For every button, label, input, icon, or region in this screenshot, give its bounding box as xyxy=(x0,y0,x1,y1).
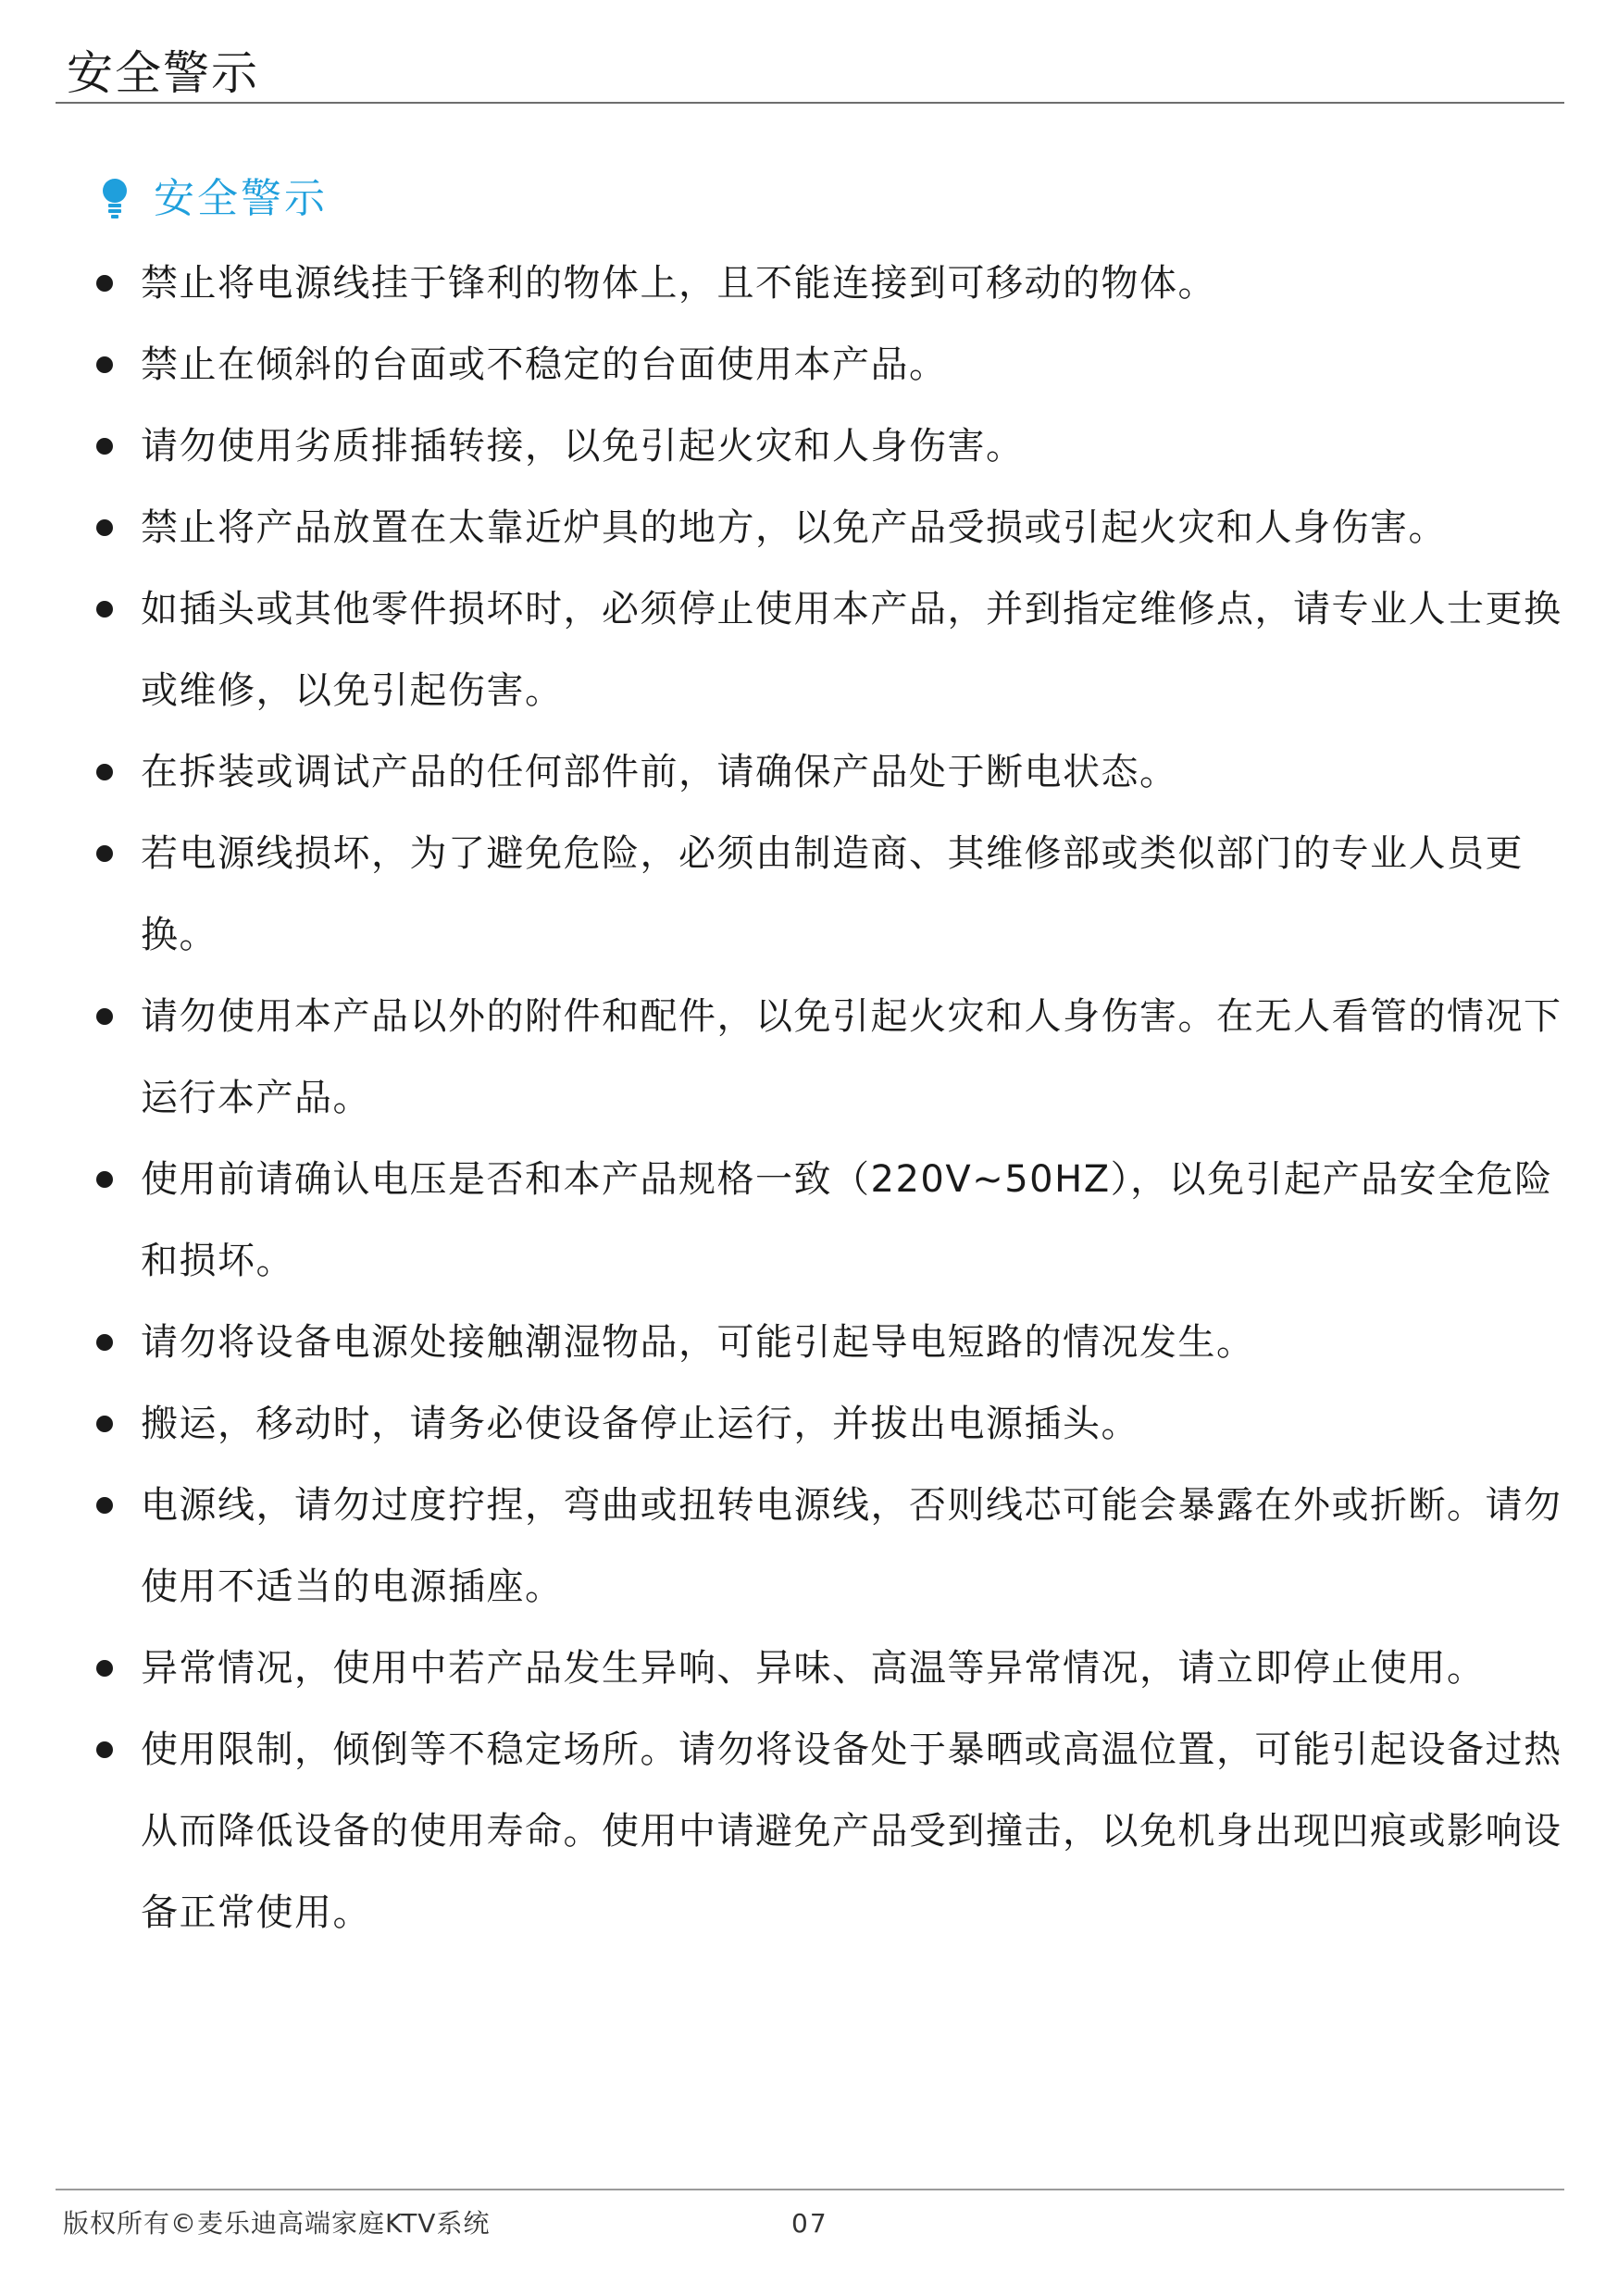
warning-item xyxy=(93,406,1574,487)
lightbulb-icon xyxy=(96,176,133,222)
warning-text: 异常情况，使用中若产品发生异响、异味、高温等异常情况，请立即停止使用。 xyxy=(141,1647,1486,1690)
bullet-dot xyxy=(96,845,113,862)
page-title: 安全警示 xyxy=(67,46,259,100)
warning-item xyxy=(93,568,1574,731)
warning-item xyxy=(93,487,1574,568)
warning-item xyxy=(93,1628,1574,1709)
bullet-dot xyxy=(96,356,113,373)
warning-text: 搬运，移动时，请务必使设备停止运行，并拔出电源插头。 xyxy=(141,1403,1139,1445)
warning-item xyxy=(93,813,1574,976)
section-title: 安全警示 xyxy=(154,175,328,222)
warning-item xyxy=(93,1709,1574,1953)
page-footer xyxy=(56,2189,1564,2265)
bullet-dot xyxy=(96,438,113,455)
warning-text: 请勿将设备电源处接触潮湿物品，可能引起导电短路的情况发生。 xyxy=(141,1321,1255,1364)
warning-text: 在拆装或调试产品的任何部件前，请确保产品处于断电状态。 xyxy=(141,751,1178,793)
warning-text: 请勿使用劣质排插转接，以免引起火灾和人身伤害。 xyxy=(141,425,1025,468)
warning-item xyxy=(93,1465,1574,1628)
bullet-dot xyxy=(96,519,113,536)
warning-text: 禁止将产品放置在太靠近炉具的地方，以免产品受损或引起火灾和人身伤害。 xyxy=(141,506,1447,549)
bullet-dot xyxy=(96,1334,113,1351)
bullet-dot xyxy=(96,601,113,618)
warning-text: 禁止在倾斜的台面或不稳定的台面使用本产品。 xyxy=(141,343,948,386)
warning-item xyxy=(93,243,1574,324)
warning-text: 如插头或其他零件损坏时，必须停止使用本产品，并到指定维修点，请专业人士更换或维修，以免引起伤害。 xyxy=(141,588,1562,712)
warning-text: 禁止将电源线挂于锋利的物体上，且不能连接到可移动的物体。 xyxy=(141,262,1216,305)
warning-item xyxy=(93,324,1574,406)
warning-item xyxy=(93,976,1574,1139)
bullet-dot xyxy=(96,1741,113,1758)
warning-item xyxy=(93,1383,1574,1465)
bullet-dot xyxy=(96,1171,113,1188)
warning-item xyxy=(93,1302,1574,1383)
warning-text: 使用限制，倾倒等不稳定场所。请勿将设备处于暴晒或高温位置，可能引起设备过热从而降低设备的使用寿命。使用中请避免产品受到撞击，以免机身出现凹痕或影响设备正常使用。 xyxy=(141,1728,1562,1934)
warning-text: 请勿使用本产品以外的附件和配件，以免引起火灾和人身伤害。在无人看管的情况下运行本产品。 xyxy=(141,995,1562,1119)
bullet-dot xyxy=(96,275,113,292)
warning-item xyxy=(93,1139,1574,1302)
bullet-dot xyxy=(96,764,113,780)
bullet-dot xyxy=(96,1008,113,1025)
warning-text: 电源线，请勿过度拧捏，弯曲或扭转电源线，否则线芯可能会暴露在外或折断。请勿使用不适当的电源插座。 xyxy=(141,1484,1562,1608)
page-header xyxy=(56,37,1564,104)
section-heading xyxy=(96,167,328,231)
warning-item xyxy=(93,731,1574,813)
bullet-dot xyxy=(96,1497,113,1514)
warning-text: 使用前请确认电压是否和本产品规格一致（220V~50HZ），以免引起产品安全危险和损坏。 xyxy=(141,1158,1553,1282)
bullet-dot xyxy=(96,1660,113,1677)
page-number: 07 xyxy=(791,2208,828,2239)
bullet-dot xyxy=(96,1416,113,1432)
warning-list xyxy=(93,243,1574,1953)
copyright-text: 版权所有©麦乐迪高端家庭KTV系统 xyxy=(63,2208,491,2239)
warning-text: 若电源线损坏，为了避免危险，必须由制造商、其维修部或类似部门的专业人员更换。 xyxy=(141,832,1524,956)
